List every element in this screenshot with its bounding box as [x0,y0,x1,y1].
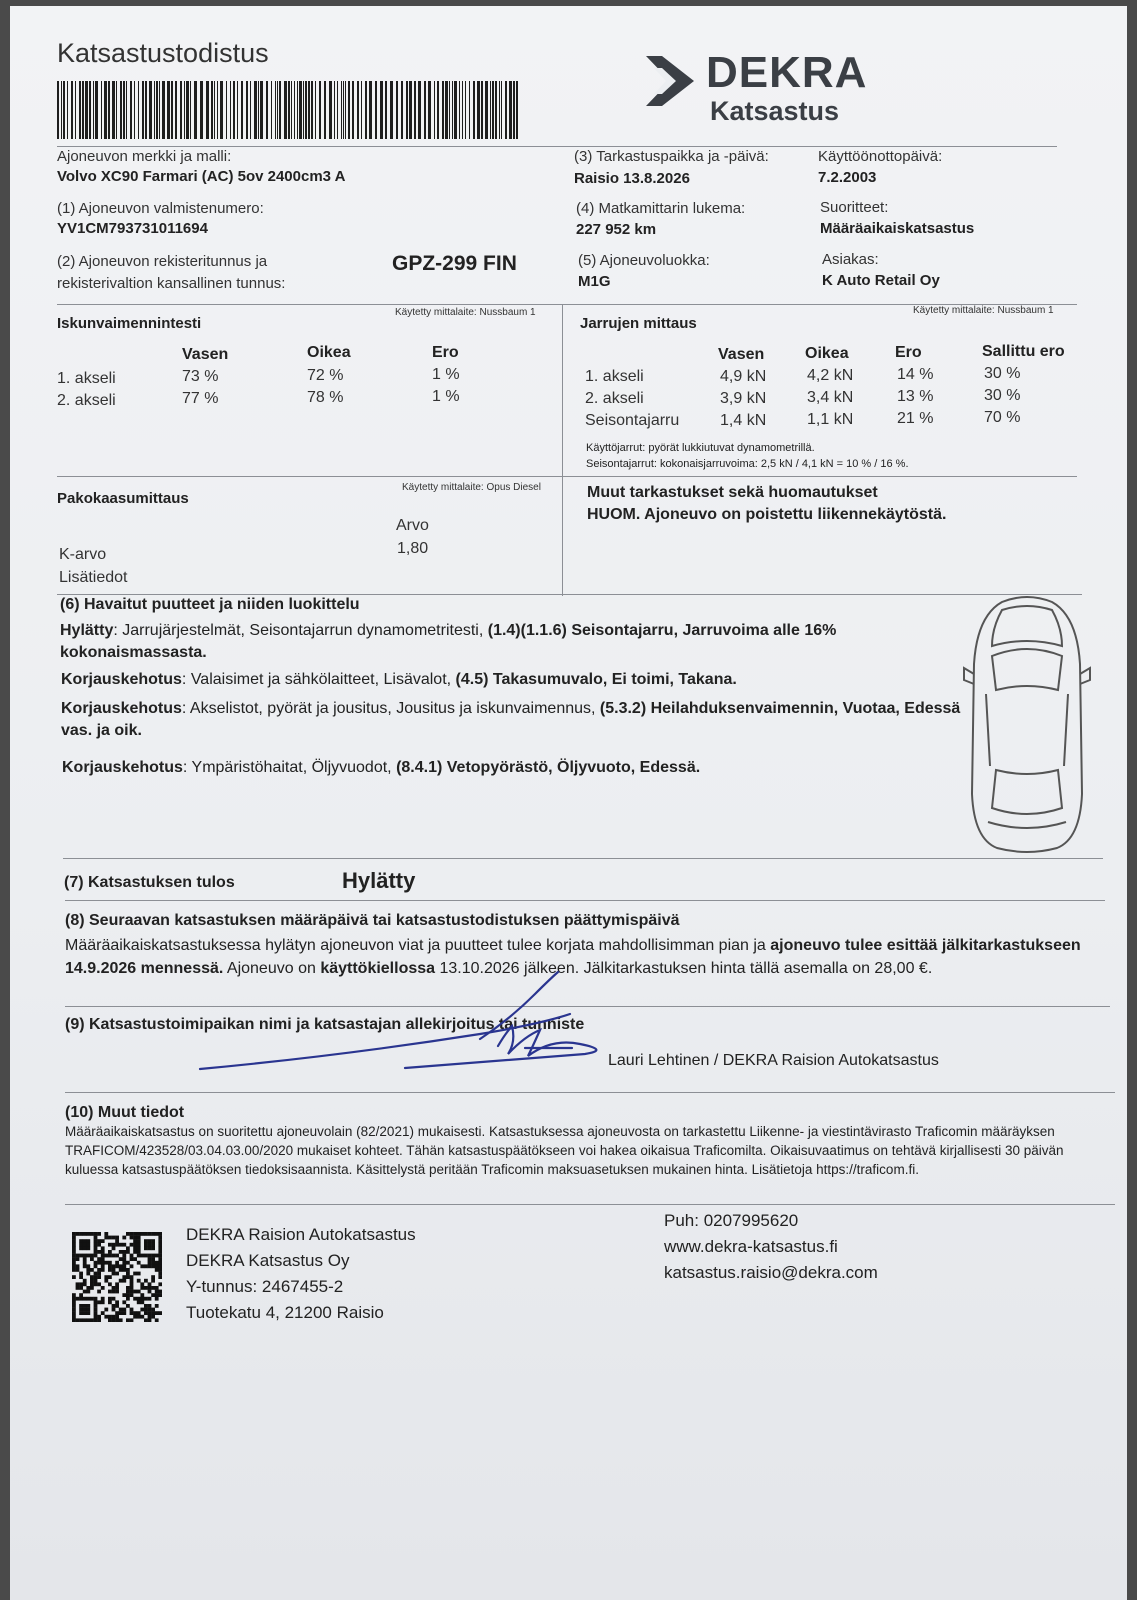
brake-row-diff: 13 % [897,388,934,405]
brake-test-title: Jarrujen mittaus [580,315,697,332]
defect-class: Korjauskehotus [61,671,182,688]
k-value: 1,80 [397,540,429,557]
brake-row-allowed: 70 % [984,409,1021,426]
defect-item [62,757,942,779]
defect-text: : Jarrujärjestelmät, Seisontajarrun dynamometritesti, [113,622,488,639]
first-use: 7.2.2003 [818,169,877,186]
misc-title: (10) Muut tiedot [65,1104,185,1121]
brake-row-right: 1,1 kN [807,411,854,428]
brake-device: Käytetty mittalaite: Nussbaum 1 [913,305,1054,316]
brake-header-left: Vasen [718,346,765,363]
misc-text: Määräaikaiskatsastus on suoritettu ajoneuvolain (82/2021) mukaisesti. Katsastuksessa ajoneuvosta on tarkastettu Liikenne- ja viestintävirasto Traficomin määräyksen TRAFICOM/423528/03.04.03.00/2020 mukaiset kohteet. Tähän katsastuspäätökseen voi hakea oikaisua Traficomilta. Oikaisuvaatimus on tehtävä kirjallisesti 30 päivän kuluessa katsastuspäätöksen tiedoksisaannista. Käsittelystä peritään Traficomin maksuasetuksen mukainen hinta. Lisätietoja https://traficom.fi. [65,1124,1064,1177]
inspection-certificate [10,6,1127,1600]
brake-row-right: 3,4 kN [807,389,854,406]
defect-item [61,669,941,691]
brake-note-2: Seisontajarrut: kokonaisjarruvoima: 2,5 kN / 4,1 kN = 10 % / 16 %. [586,458,909,470]
brake-row-allowed: 30 % [984,365,1021,382]
brake-header-right: Oikea [805,345,849,362]
next-inspection-title: (8) Seuraavan katsastuksen määräpäivä tai katsastustodistuksen päättymispäivä [65,912,680,929]
brake-header-allowed: Sallittu ero [982,343,1065,360]
defect-class: Korjauskehotus [61,700,182,717]
customer-label: Asiakas: [822,251,879,268]
make-model-label: Ajoneuvon merkki ja malli: [57,148,232,165]
brand-name: DEKRA [706,48,868,97]
defect-item [60,620,900,664]
defect-code: (8.4.1) Vetopyörästö, Öljyvuoto, Edessä. [396,759,701,776]
defect-text: : Ympäristöhaitat, Öljyvuodot, [182,759,397,776]
reg-label-1: (2) Ajoneuvon rekisteritunnus ja [57,253,268,270]
shock-row-left: 77 % [182,390,219,407]
defect-class: Korjauskehotus [62,759,183,776]
shock-header-diff: Ero [432,344,459,361]
brake-row-left: 3,9 kN [720,390,767,407]
exhaust-device: Käytetty mittalaite: Opus Diesel [402,482,541,493]
inspector-name: Lauri Lehtinen / DEKRA Raision Autokatsastus [608,1052,939,1069]
shock-header-right: Oikea [307,344,351,361]
shock-test-title: Iskunvaimennintesti [57,315,202,332]
other-inspections-title: Muut tarkastukset sekä huomautukset [587,484,878,501]
footer-web: www.dekra-katsastus.fi [664,1237,838,1256]
footer-business-id: Y-tunnus: 2467455-2 [186,1277,344,1296]
signature-icon [180,964,800,1074]
defect-code: (5.3.2) Heilahduksenvaimennin, Vuotaa, Edessä vas. ja oik. [61,700,961,739]
footer-company-2: DEKRA Katsastus Oy [186,1251,350,1270]
shock-header-left: Vasen [182,346,229,363]
vehicle-class: M1G [578,273,611,290]
other-inspections-note: HUOM. Ajoneuvo on poistettu liikennekäytöstä. [587,506,947,523]
brake-row-label: Seisontajarru [585,412,680,429]
result-value: Hylätty [342,868,416,893]
signature-title: (9) Katsastustoimipaikan nimi ja katsastajan allekirjoitus tai tunniste [65,1016,585,1033]
shock-row-right: 78 % [307,389,344,406]
shock-device: Käytetty mittalaite: Nussbaum 1 [395,307,536,318]
shock-row-diff: 1 % [432,388,460,405]
shock-row-right: 72 % [307,367,344,384]
make-model: Volvo XC90 Farmari (AC) 5ov 2400cm3 A [57,168,346,185]
shock-row-label: 1. akseli [57,370,116,387]
next-bold-1: ajoneuvo tulee esittää jälkitarkastukseen 14.9.2026 mennessä. [65,937,1081,977]
vin-label: (1) Ajoneuvon valmistenumero: [57,200,264,217]
vin: YV1CM793731011694 [57,220,208,237]
defect-code: (4.5) Takasumuvalo, Ei toimi, Takana. [455,671,737,688]
document-title: Katsastustodistus [57,38,269,68]
registration-number: GPZ-299 FIN [392,252,517,275]
next-text-3: 13.10.2026 jälkeen. Jälkitarkastuksen hinta tällä asemalla on 28,00 €. [435,960,933,977]
exhaust-extra-label: Lisätiedot [59,569,128,586]
exhaust-value-header: Arvo [396,517,429,534]
footer-company-1: DEKRA Raision Autokatsastus [186,1225,416,1244]
brake-row-label: 1. akseli [585,368,644,385]
footer-email: katsastus.raisio@dekra.com [664,1263,878,1282]
car-top-view-icon [962,594,1092,856]
footer-phone: Puh: 0207995620 [664,1211,799,1230]
place-date-label: (3) Tarkastuspaikka ja -päivä: [574,148,769,165]
defect-class: Hylätty [60,622,114,639]
brand-sub: Katsastus [710,96,840,126]
k-value-label: K-arvo [59,546,107,563]
brake-row-diff: 21 % [897,410,934,427]
exhaust-title: Pakokaasumittaus [57,490,189,507]
brake-row-label: 2. akseli [585,390,644,407]
result-label: (7) Katsastuksen tulos [64,874,235,891]
shock-row-diff: 1 % [432,366,460,383]
performed: Määräaikaiskatsastus [820,220,975,237]
customer: K Auto Retail Oy [822,272,940,289]
qr-code-icon [72,1232,162,1322]
brake-row-allowed: 30 % [984,387,1021,404]
class-label: (5) Ajoneuvoluokka: [578,252,710,269]
next-bold-2: käyttökiellossa [320,960,436,977]
brake-header-diff: Ero [895,344,922,361]
brake-row-diff: 14 % [897,366,934,383]
defect-code: (1.4)(1.1.6) Seisontajarru, Jarruvoima alle 16% kokonaismassasta. [60,622,837,661]
performed-label: Suoritteet: [820,199,889,216]
reg-label-2: rekisterivaltion kansallinen tunnus: [57,275,286,292]
defect-text: : Akselistot, pyörät ja jousitus, Jousitus ja iskunvaimennus, [181,700,600,717]
next-text-1: Määräaikaiskatsastuksessa hylätyn ajoneuvon viat ja puutteet tulee korjata mahdollisimman pian ja [65,937,771,954]
odometer: 227 952 km [576,221,657,238]
place-date: Raisio 13.8.2026 [574,170,690,187]
shock-row-label: 2. akseli [57,392,116,409]
odometer-label: (4) Matkamittarin lukema: [576,200,746,217]
defect-item [61,698,961,742]
footer-address: Tuotekatu 4, 21200 Raisio [186,1303,384,1322]
brake-note-1: Käyttöjarrut: pyörät lukkiutuvat dynamometrillä. [586,442,815,454]
barcode [57,81,522,139]
first-use-label: Käyttöönottopäivä: [818,148,943,165]
brake-row-left: 4,9 kN [720,368,767,385]
dekra-logo-icon [642,52,700,110]
shock-row-left: 73 % [182,368,219,385]
brake-row-right: 4,2 kN [807,367,854,384]
defects-title: (6) Havaitut puutteet ja niiden luokittelu [60,596,360,613]
brake-row-left: 1,4 kN [720,412,767,429]
defect-text: : Valaisimet ja sähkölaitteet, Lisävalot, [181,671,456,688]
next-text-2: Ajoneuvo on [223,960,321,977]
